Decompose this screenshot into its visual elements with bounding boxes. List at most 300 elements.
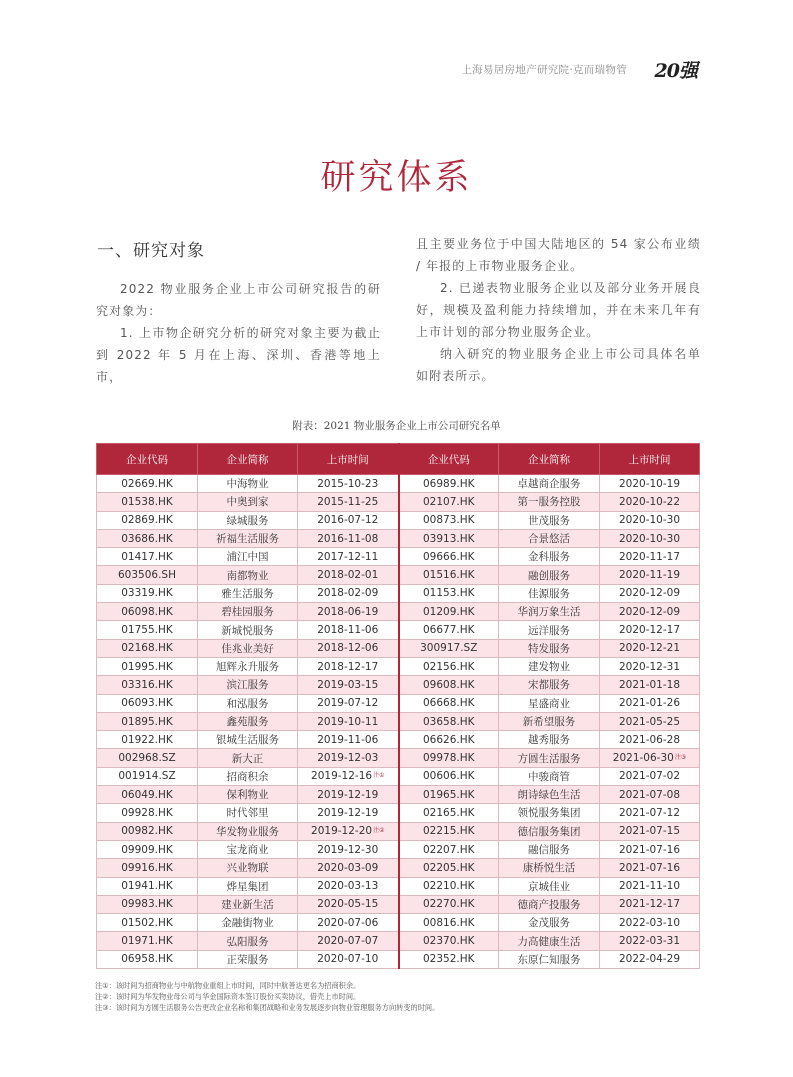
table-row	[97, 584, 700, 602]
cell-text: 卓越商企服务	[517, 478, 581, 491]
cell-text: 2021-01-18	[618, 678, 681, 691]
table-cell	[298, 840, 399, 858]
cell-text: 01417.HK	[121, 550, 173, 563]
table-caption: 附表：2021 物业服务企业上市公司研究名单	[292, 420, 501, 432]
cell-text: 603506.SH	[118, 569, 176, 582]
cell-text: 2020-10-30	[618, 532, 681, 545]
column-header: 企业代码	[97, 444, 198, 475]
table-cell	[399, 694, 499, 712]
table-cell	[198, 895, 298, 913]
cell-text: 2020-12-21	[618, 642, 681, 655]
paragraph: 1. 上市物企研究分析的研究对象主要为截止到 2022 年 5 月在上海、深圳、香港等地上市，	[96, 326, 381, 384]
table-row	[97, 932, 700, 950]
table-cell	[198, 603, 298, 621]
footnote: 注①：该时间为招商物业与中航物业重组上市时间，同时中航善达更名为招商积余。	[95, 981, 361, 990]
cell-text: 2018-12-06	[317, 642, 379, 655]
cell-text: 中骏商管	[528, 770, 570, 783]
table-cell	[298, 932, 399, 950]
cell-text: 06098.HK	[121, 605, 173, 618]
table-cell	[499, 804, 600, 822]
cell-text: 金茂服务	[528, 917, 570, 930]
cell-text: 01941.HK	[121, 880, 173, 893]
cell-text: 2021-06-28	[618, 733, 681, 746]
table-cell	[499, 584, 600, 602]
table-row	[97, 566, 700, 584]
cell-text: 方圆生活服务	[517, 752, 581, 765]
table-cell	[399, 676, 499, 694]
cell-text: 01965.HK	[422, 788, 475, 801]
cell-text: 2020-10-30	[618, 514, 681, 527]
cell-text: 00982.HK	[121, 825, 173, 838]
cell-text: 2021-07-08	[618, 788, 681, 801]
cell-text: 2021-06-30	[612, 752, 674, 765]
cell-text: 2019-12-30	[317, 843, 379, 856]
table-cell	[97, 639, 198, 657]
table-row	[97, 895, 700, 913]
table-row	[97, 511, 700, 529]
table-cell	[198, 950, 298, 968]
table-cell	[298, 950, 399, 968]
cell-text: 2018-12-17	[317, 660, 379, 673]
table-cell	[399, 731, 499, 749]
table-cell	[499, 932, 600, 950]
column-header: 上市时间	[600, 444, 700, 475]
table-cell	[198, 786, 298, 804]
cell-text: 2020-03-09	[317, 861, 379, 874]
table-row	[97, 621, 700, 639]
table-cell	[499, 548, 600, 566]
table-cell	[97, 621, 198, 639]
cell-text: 2020-12-31	[618, 660, 681, 673]
cell-text: 01971.HK	[121, 935, 173, 948]
cell-text: 中奥到家	[226, 496, 269, 509]
table-cell	[499, 786, 600, 804]
cell-text: 融创服务	[528, 569, 570, 582]
table-cell	[499, 566, 600, 584]
cell-text: 2020-12-09	[618, 587, 681, 600]
cell-text: 华润万象生活	[517, 606, 581, 619]
cell-text: 力高健康生活	[517, 935, 581, 948]
table-cell	[399, 657, 499, 675]
table-cell	[298, 639, 399, 657]
table-cell	[198, 621, 298, 639]
table-cell	[600, 621, 700, 639]
page-title: 研究体系	[320, 158, 473, 198]
table-cell	[198, 749, 298, 767]
cell-text: 浦江中国	[226, 551, 269, 564]
table-cell	[298, 859, 399, 877]
table-cell	[499, 895, 600, 913]
cell-text: 03319.HK	[121, 587, 173, 600]
cell-text: 绿城服务	[226, 514, 269, 527]
cell-text: 第一服务控股	[517, 496, 581, 509]
cell-text: 2019-11-06	[317, 733, 379, 746]
cell-text: 2018-06-19	[317, 605, 379, 618]
table-cell	[600, 749, 700, 767]
cell-text: 02156.HK	[422, 660, 475, 673]
table-cell	[499, 877, 600, 895]
table-row	[97, 475, 700, 493]
cell-text: 06093.HK	[121, 697, 173, 710]
table-cell	[198, 475, 298, 493]
table-cell	[198, 639, 298, 657]
table-cell	[298, 548, 399, 566]
cell-text: 01755.HK	[121, 624, 173, 637]
cell-text: 宋都服务	[528, 679, 570, 692]
cell-text: 招商积余	[226, 770, 269, 783]
cell-text: 2018-02-09	[317, 587, 379, 600]
table-cell	[198, 566, 298, 584]
table-cell	[600, 877, 700, 895]
cell-text: 和泓服务	[226, 697, 269, 710]
section-heading: 一、研究对象	[97, 241, 205, 261]
cell-text: 02352.HK	[422, 953, 475, 966]
cell-text: 2019-07-12	[317, 697, 379, 710]
cell-text: 03686.HK	[121, 532, 173, 545]
cell-text: 烨星集团	[226, 880, 269, 893]
brand-logo: 20强	[654, 60, 697, 82]
cell-text: 朗诗绿色生活	[517, 789, 581, 802]
cell-text: 2015-10-23	[317, 477, 379, 490]
table-row	[97, 731, 700, 749]
table-cell	[298, 749, 399, 767]
table-cell	[600, 639, 700, 657]
cell-text: 02669.HK	[121, 477, 173, 490]
table-cell	[600, 493, 700, 511]
cell-text: 正荣服务	[226, 953, 269, 966]
cell-text: 建发物业	[528, 661, 570, 674]
cell-text: 东原仁知服务	[517, 953, 581, 966]
table-cell	[198, 493, 298, 511]
table-cell	[499, 914, 600, 932]
paragraph: 2022 物业服务企业上市公司研究报告的研究对象为：	[96, 282, 381, 318]
table-cell	[97, 859, 198, 877]
table-cell	[198, 932, 298, 950]
cell-text: 01153.HK	[422, 587, 475, 600]
cell-text: 滨江服务	[226, 679, 269, 692]
table-cell	[399, 566, 499, 584]
table-cell	[97, 749, 198, 767]
table-cell	[198, 694, 298, 712]
table-cell	[399, 914, 499, 932]
cell-text: 001914.SZ	[118, 770, 176, 783]
table-cell	[399, 859, 499, 877]
cell-text: 新城悦服务	[221, 624, 274, 637]
cell-text: 09608.HK	[422, 678, 475, 691]
table-cell	[399, 511, 499, 529]
cell-text: 09666.HK	[422, 550, 475, 563]
table-row	[97, 639, 700, 657]
table-row	[97, 749, 700, 767]
table-cell	[399, 877, 499, 895]
table-row	[97, 676, 700, 694]
table-cell	[399, 529, 499, 547]
table-cell	[499, 767, 600, 785]
cell-text: 星盛商业	[528, 697, 570, 710]
table-cell	[198, 859, 298, 877]
table-cell	[600, 603, 700, 621]
table-cell	[499, 840, 600, 858]
cell-text: 佳源服务	[528, 587, 570, 600]
cell-text: 01995.HK	[121, 660, 173, 673]
cell-text: 2019-12-16	[311, 770, 373, 783]
cell-text: 2019-12-19	[317, 788, 379, 801]
table-cell	[298, 529, 399, 547]
footnote-marker: 注③	[674, 754, 687, 762]
cell-text: 康桥悦生活	[522, 862, 576, 875]
table-cell	[600, 511, 700, 529]
table-cell	[97, 676, 198, 694]
cell-text: 2019-03-15	[317, 678, 379, 691]
table-cell	[298, 914, 399, 932]
cell-text: 00873.HK	[422, 514, 475, 527]
cell-text: 2022-03-10	[618, 916, 681, 929]
cell-text: 2021-12-17	[618, 898, 681, 911]
table-cell	[298, 493, 399, 511]
table-cell	[198, 584, 298, 602]
table-cell	[499, 603, 600, 621]
table-cell	[499, 621, 600, 639]
table-cell	[399, 584, 499, 602]
column-header: 企业简称	[499, 444, 600, 475]
table-row	[97, 603, 700, 621]
table-cell	[198, 731, 298, 749]
cell-text: 06626.HK	[422, 733, 475, 746]
table-cell	[600, 914, 700, 932]
cell-text: 融信服务	[528, 844, 570, 857]
cell-text: 00606.HK	[422, 770, 475, 783]
cell-text: 02207.HK	[422, 843, 475, 856]
table-cell	[198, 840, 298, 858]
cell-text: 雅生活服务	[221, 587, 274, 600]
table-cell	[600, 584, 700, 602]
table-cell	[399, 639, 499, 657]
table-cell	[399, 804, 499, 822]
table-cell	[399, 822, 499, 840]
footnote: 注③：该时间为方圆生活服务公告更改企业名称和集团战略和业务发展逐步向物业管理服务方向转变的时间。	[95, 1003, 440, 1012]
cell-text: 2020-10-22	[618, 495, 681, 508]
table-cell	[97, 767, 198, 785]
table-cell	[198, 548, 298, 566]
cell-text: 09928.HK	[121, 806, 173, 819]
table-cell	[600, 895, 700, 913]
table-cell	[399, 493, 499, 511]
cell-text: 002968.SZ	[118, 752, 176, 765]
table-cell	[499, 822, 600, 840]
cell-text: 2018-11-06	[317, 624, 379, 637]
table-cell	[499, 694, 600, 712]
cell-text: 06049.HK	[121, 788, 173, 801]
cell-text: 2022-03-31	[618, 935, 681, 948]
cell-text: 02165.HK	[422, 806, 475, 819]
table-cell	[499, 712, 600, 730]
cell-text: 鑫苑服务	[226, 716, 269, 728]
cell-text: 远洋服务	[528, 624, 570, 637]
cell-text: 银城生活服务	[216, 734, 279, 747]
table-cell	[97, 822, 198, 840]
table-cell	[298, 712, 399, 730]
table-cell	[600, 529, 700, 547]
table-cell	[600, 950, 700, 968]
table-row	[97, 822, 700, 840]
cell-text: 2019-12-19	[317, 806, 379, 819]
table-cell	[399, 786, 499, 804]
table-cell	[399, 475, 499, 493]
table-cell	[399, 932, 499, 950]
cell-text: 金融街物业	[221, 917, 274, 930]
table-cell	[499, 749, 600, 767]
left-column	[96, 278, 381, 388]
table-cell	[600, 566, 700, 584]
cell-text: 2020-07-07	[317, 935, 379, 948]
table-cell	[97, 566, 198, 584]
cell-text: 03913.HK	[422, 532, 475, 545]
table-cell	[97, 657, 198, 675]
cell-text: 01922.HK	[121, 733, 173, 746]
cell-text: 建业新生活	[221, 898, 274, 911]
table-cell	[97, 694, 198, 712]
table-cell	[399, 767, 499, 785]
table-cell	[298, 767, 399, 785]
cell-text: 2018-02-01	[317, 569, 379, 582]
cell-text: 00816.HK	[422, 916, 475, 929]
cell-text: 01209.HK	[422, 605, 475, 618]
table-row	[97, 786, 700, 804]
footnote: 注②：该时间为华发物业母公司与华金国际资本签订股份买卖协议，借壳上市时间。	[95, 992, 361, 1001]
table-cell	[97, 584, 198, 602]
cell-text: 碧桂园服务	[221, 606, 274, 619]
table-cell	[399, 603, 499, 621]
table-cell	[198, 657, 298, 675]
cell-text: 09916.HK	[121, 861, 173, 874]
table-cell	[399, 548, 499, 566]
cell-text: 合景悠活	[528, 533, 570, 546]
table-cell	[97, 877, 198, 895]
cell-text: 世茂服务	[528, 514, 570, 527]
cell-text: 旭辉永升服务	[216, 661, 279, 674]
cell-text: 2020-11-17	[618, 550, 681, 563]
table-cell	[298, 566, 399, 584]
table-row	[97, 877, 700, 895]
cell-text: 新希望服务	[522, 716, 576, 728]
cell-text: 06677.HK	[422, 624, 475, 637]
cell-text: 2019-12-20	[311, 825, 373, 838]
table-cell	[298, 676, 399, 694]
table-cell	[499, 950, 600, 968]
cell-text: 2015-11-25	[317, 495, 379, 508]
cell-text: 2019-12-03	[317, 752, 379, 765]
cell-text: 2021-07-12	[618, 806, 681, 819]
table-row	[97, 950, 700, 968]
cell-text: 02370.HK	[422, 935, 475, 948]
cell-text: 2020-12-17	[618, 624, 681, 637]
cell-text: 特发服务	[528, 642, 570, 655]
cell-text: 2021-07-16	[618, 861, 681, 874]
table-row	[97, 548, 700, 566]
table-cell	[198, 822, 298, 840]
table-row	[97, 914, 700, 932]
table-cell	[198, 511, 298, 529]
cell-text: 02205.HK	[422, 861, 475, 874]
table-cell	[499, 493, 600, 511]
table-cell	[600, 804, 700, 822]
table-cell	[198, 914, 298, 932]
cell-text: 领悦服务集团	[517, 807, 581, 820]
table-cell	[198, 529, 298, 547]
table-cell	[600, 859, 700, 877]
cell-text: 02869.HK	[121, 514, 173, 527]
table-cell	[298, 786, 399, 804]
cell-text: 06958.HK	[121, 953, 173, 966]
table-cell	[97, 804, 198, 822]
table-cell	[198, 804, 298, 822]
table-cell	[97, 511, 198, 529]
cell-text: 2021-07-02	[618, 770, 681, 783]
table-row	[97, 840, 700, 858]
footnote-marker: 注②	[373, 827, 385, 835]
cell-text: 02270.HK	[422, 898, 475, 911]
cell-text: 时代邻里	[226, 807, 269, 820]
table-cell	[600, 932, 700, 950]
column-header: 企业代码	[399, 444, 499, 475]
paragraph: 2. 已递表物业服务企业以及部分业务开展良好，规模及盈利能力持续增加，并在未来几年有上市计划的部分物业服务企业。	[416, 281, 701, 339]
footnote-marker: 注①	[373, 772, 385, 780]
cell-text: 德信服务集团	[517, 825, 581, 838]
cell-text: 01516.HK	[422, 569, 475, 582]
cell-text: 02215.HK	[422, 825, 475, 838]
cell-text: 02210.HK	[422, 880, 475, 893]
cell-text: 01502.HK	[121, 916, 173, 929]
paragraph: 纳入研究的物业服务企业上市公司具体名单如附表所示。	[416, 347, 701, 383]
table-row	[97, 529, 700, 547]
table-row	[97, 712, 700, 730]
table-cell	[499, 657, 600, 675]
cell-text: 2020-07-06	[317, 916, 379, 929]
cell-text: 2020-12-09	[618, 605, 681, 618]
table-cell	[97, 950, 198, 968]
table-cell	[198, 676, 298, 694]
cell-text: 2017-12-11	[317, 550, 379, 563]
table-cell	[298, 731, 399, 749]
table-cell	[198, 712, 298, 730]
table-cell	[600, 840, 700, 858]
cell-text: 京城佳业	[528, 880, 570, 893]
table-cell	[499, 475, 600, 493]
cell-text: 弘阳服务	[226, 935, 269, 948]
table-row	[97, 804, 700, 822]
cell-text: 2021-07-16	[618, 843, 681, 856]
table-cell	[198, 877, 298, 895]
column-header: 企业简称	[198, 444, 298, 475]
table-cell	[97, 493, 198, 511]
cell-text: 02168.HK	[121, 642, 173, 655]
table-cell	[399, 749, 499, 767]
header-text: 上海易居房地产研究院·克而瑞物管	[461, 64, 627, 76]
table-cell	[97, 529, 198, 547]
table-cell	[499, 676, 600, 694]
table-cell	[399, 840, 499, 858]
cell-text: 保利物业	[226, 789, 269, 802]
cell-text: 2021-01-26	[618, 697, 681, 710]
cell-text: 03658.HK	[422, 715, 475, 728]
table-cell	[97, 932, 198, 950]
table-cell	[298, 584, 399, 602]
table-cell	[97, 895, 198, 913]
company-roster-table	[96, 443, 700, 969]
table-cell	[600, 767, 700, 785]
table-cell	[298, 822, 399, 840]
paragraph: 且主要业务位于中国大陆地区的 54 家公布业绩 / 年报的上市物业服务企业。	[416, 237, 701, 273]
